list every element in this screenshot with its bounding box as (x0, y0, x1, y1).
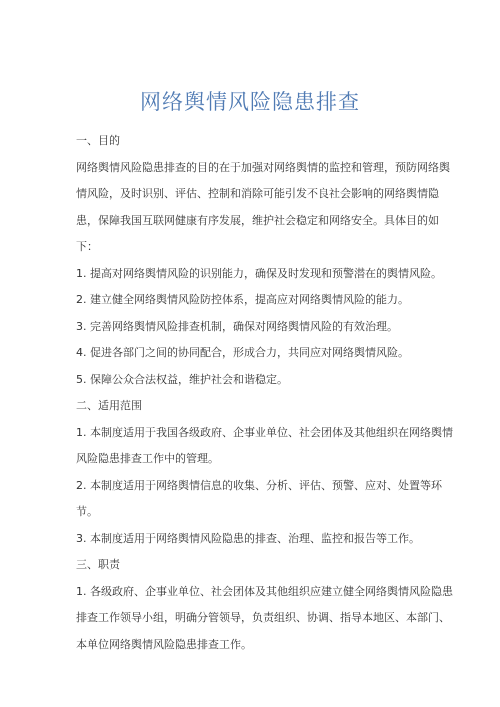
paragraph-line: 下： (76, 240, 98, 253)
list-item-continued: 风险隐患排查工作中的管理。 (76, 452, 219, 465)
list-item-continued: 节。 (76, 505, 98, 518)
section-heading-responsibilities: 三、职责 (76, 558, 120, 571)
document-title: 网络舆情风险隐患排查 (140, 90, 360, 114)
list-item: 4. 促进各部门之间的协同配合，形成合力，共同应对网络舆情风险。 (76, 346, 409, 359)
list-item: 3. 完善网络舆情风险排查机制，确保对网络舆情风险的有效治理。 (76, 319, 398, 333)
list-item-continued: 排查工作领导小组，明确分管领导，负责组织、协调、指导本地区、本部门、 (76, 611, 450, 624)
paragraph-line: 情风险，及时识别、评估、控制和消除可能引发不良社会影响的网络舆情隐 (76, 187, 439, 200)
list-item: 3. 本制度适用于网络舆情风险隐患的排查、治理、监控和报告等工作。 (76, 531, 420, 545)
document-body (76, 128, 453, 658)
section-heading-scope: 二、适用范围 (76, 399, 142, 412)
paragraph-line: 患，保障我国互联网健康有序发展，维护社会稳定和网络安全。具体目的如 (76, 213, 439, 227)
list-item-continued: 本单位网络舆情风险隐患排查工作。 (76, 637, 252, 651)
list-item: 2. 建立健全网络舆情风险防控体系，提高应对网络舆情风险的能力。 (76, 293, 409, 306)
list-item: 1. 本制度适用于我国各级政府、企事业单位、社会团体及其他组织在网络舆情 (76, 425, 453, 439)
paragraph-line: 网络舆情风险隐患排查的目的在于加强对网络舆情的监控和管理，预防网络舆 (76, 160, 450, 174)
list-item: 5. 保障公众合法权益，维护社会和谐稳定。 (76, 372, 288, 386)
section-heading-purpose: 一、目的 (76, 134, 120, 147)
list-item: 1. 提高对网络舆情风险的识别能力，确保及时发现和预警潜在的舆情风险。 (76, 266, 442, 280)
list-item: 1. 各级政府、企事业单位、社会团体及其他组织应建立健全网络舆情风险隐患 (76, 584, 453, 598)
list-item: 2. 本制度适用于网络舆情信息的收集、分析、评估、预警、应对、处置等环 (76, 478, 442, 492)
